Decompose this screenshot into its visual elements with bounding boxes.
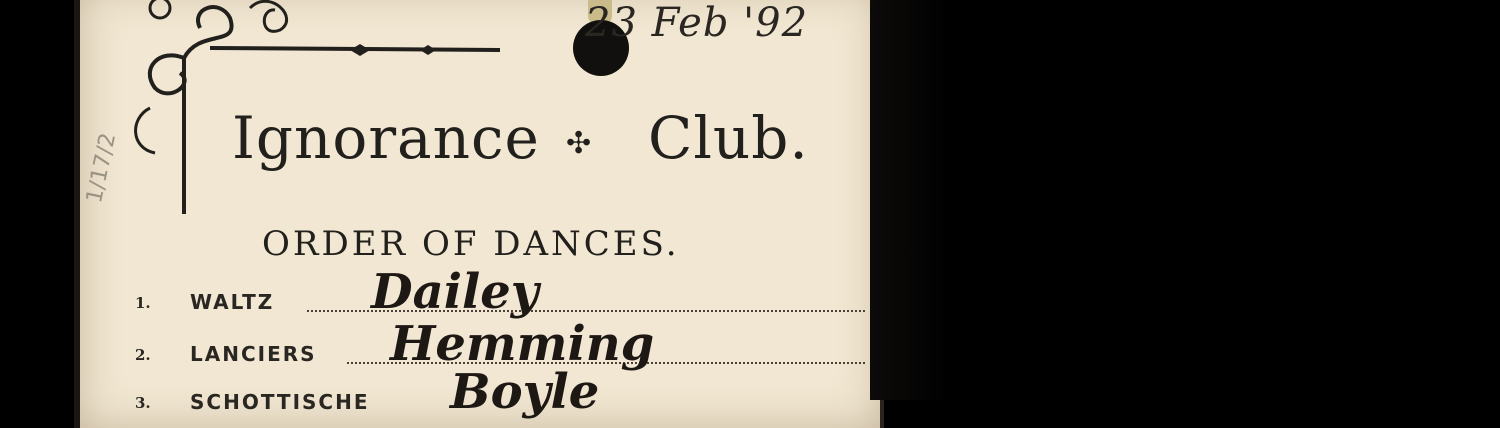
dance-name: SCHOTTISCHE (190, 390, 370, 414)
dance-name: WALTZ (190, 290, 275, 314)
pencil-annotation: 1/17/2 (82, 130, 122, 206)
dance-number: 1. (135, 294, 151, 312)
handwritten-date: 23 Feb '92 (585, 0, 809, 46)
dance-row (135, 364, 865, 424)
dance-number: 2. (135, 346, 151, 364)
title-ornament-icon: ✣ (566, 126, 592, 161)
partner-signature: Dailey (371, 264, 539, 320)
title-club: Club. (648, 104, 809, 172)
title-ignorance: Ignorance (232, 104, 540, 172)
partner-signature: Hemming (390, 316, 655, 372)
dance-name: LANCIERS (190, 342, 317, 366)
background-shadow (870, 0, 950, 400)
order-of-dances-heading: ORDER OF DANCES. (262, 224, 680, 264)
partner-signature: Boyle (450, 364, 600, 420)
dance-number: 3. (135, 394, 151, 412)
